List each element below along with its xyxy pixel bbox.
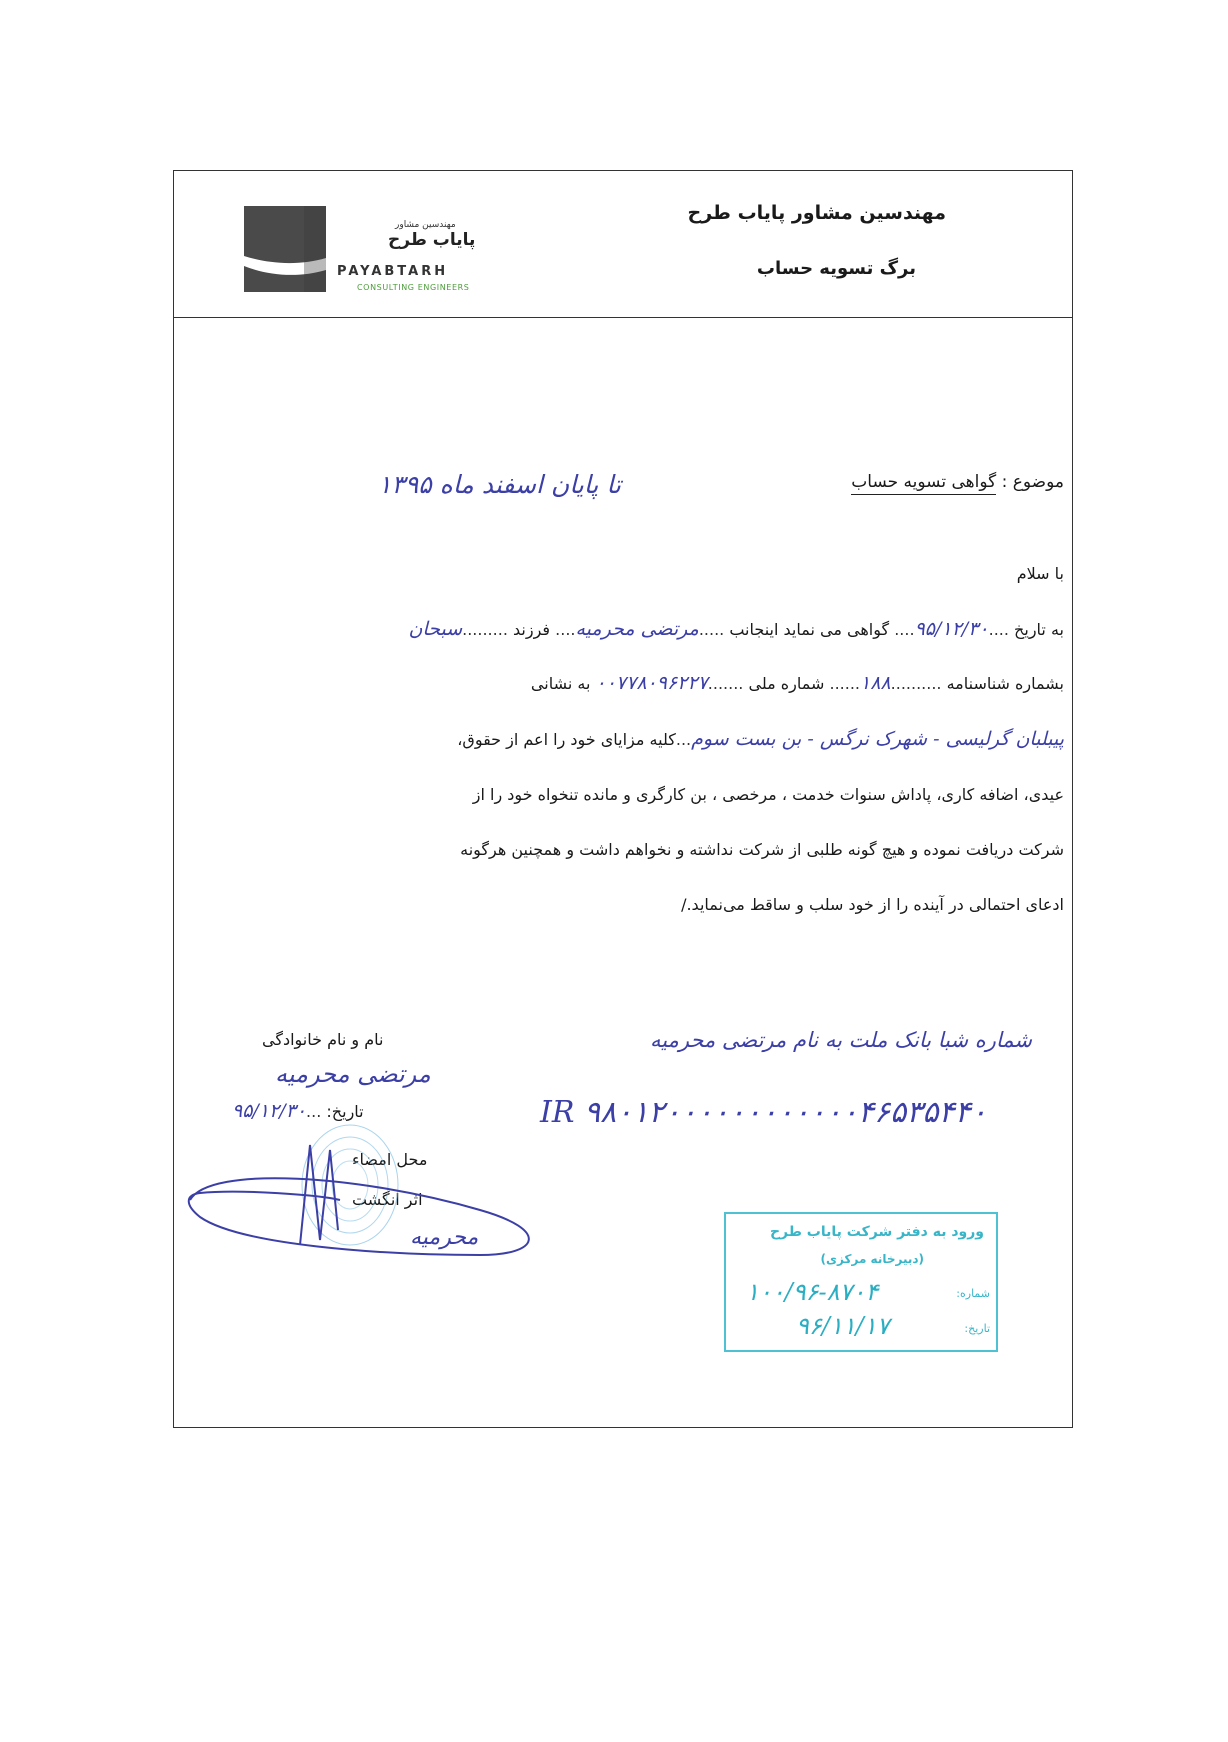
greeting: با سلام [1016, 564, 1064, 583]
logo-english-sub: CONSULTING ENGINEERS [357, 283, 470, 292]
signature-date-line: تاریخ: ...۹۵/۱۲/۳۰ [232, 1100, 364, 1122]
body-line-5: شرکت دریافت نموده و هیچ گونه طلبی از شرکت نداشته و نخواهم داشت و همچنین هرگونه [460, 840, 1064, 859]
address-handwritten: پیبلبان گرلیسی - شهرک نرگس - بن بست سوم [691, 728, 1064, 750]
signature-and-fingerprint-icon [180, 1105, 580, 1305]
employee-name: مرتضی محرمیه [575, 618, 699, 640]
line1-prefix: به تاریخ [1008, 620, 1064, 639]
fingerprint-label: اثر انگشت [352, 1190, 423, 1209]
signer-name-handwritten: مرتضی محرمیه [275, 1060, 431, 1088]
line1-child: فرزند [507, 620, 556, 639]
logo-english-name: PAYABTARH [337, 264, 449, 279]
name-label: نام و نام خانوادگی [262, 1030, 384, 1049]
settlement-date: ۹۵/۱۲/۳۰ [914, 618, 989, 640]
line2-suffix: به نشانی [530, 674, 596, 693]
birth-certificate-number: ۱۸۸ [860, 672, 891, 694]
subject-handwritten: تا پایان اسفند ماه ۱۳۹۵ [378, 470, 621, 499]
line1-mid: گواهی می نماید اینجانب [724, 620, 895, 639]
subject-line [851, 472, 1064, 492]
father-name: سبحان [408, 618, 463, 640]
body-line-4: عیدی، اضافه کاری، پاداش سنوات خدمت ، مرخصی ، بن کارگری و مانده تنخواه خود را از [472, 785, 1064, 804]
company-name: مهندسین مشاور پایاب طرح [687, 202, 946, 224]
line2-mid: شماره ملی [743, 674, 830, 693]
body-line-3: پیبلبان گرلیسی - شهرک نرگس - بن بست سوم...کلیه مزایای خود را اعم از حقوق، [457, 728, 1064, 750]
national-id: ۰۰۷۷۸۰۹۶۲۲۷ [595, 672, 708, 694]
registration-stamp [724, 1212, 998, 1352]
subject-title: گواهی تسویه حساب [851, 472, 996, 495]
form-title: برگ تسویه حساب [756, 258, 916, 279]
sign-handwritten: محرمیه [410, 1225, 479, 1250]
signature-place-label: محل امضاء [352, 1150, 428, 1169]
stamp-line-2: (دبیرخانه مرکزی) [820, 1252, 924, 1266]
line3-suffix: کلیه مزایای خود را اعم از حقوق، [457, 730, 676, 749]
stamp-line-1: ورود به دفتر شرکت پایاب طرح [769, 1224, 984, 1240]
logo-persian-name: پایاب طرح [388, 230, 476, 250]
company-logo-icon [244, 206, 326, 292]
header-divider [173, 317, 1073, 318]
stamp-number-label: شماره: [956, 1287, 990, 1300]
subject-label: موضوع : [996, 472, 1064, 492]
logo-persian-small: مهندسین مشاور [395, 220, 456, 230]
stamp-number: ۱۰۰/۹۶-۸۷۰۴ [746, 1278, 879, 1306]
bank-note-handwritten: شماره شبا بانک ملت به نام مرتضی محرمیه [650, 1028, 1033, 1052]
stamp-date: ۹۶/۱۱/۱۷ [796, 1312, 890, 1340]
stamp-date-label: تاریخ: [964, 1322, 990, 1335]
signature-date-label: تاریخ: [321, 1102, 364, 1121]
line2-prefix: بشماره شناسنامه [941, 674, 1064, 693]
signature-date: ۹۵/۱۲/۳۰ [232, 1100, 307, 1122]
body-line-2: بشماره شناسنامه ..........۱۸۸...... شماره ملی .......۰۰۷۷۸۰۹۶۲۲۷ به نشانی [530, 672, 1064, 694]
body-line-6: ادعای احتمالی در آینده را از خود سلب و ساقط می‌نماید./ [681, 895, 1064, 914]
body-line-1: به تاریخ ....۹۵/۱۲/۳۰.... گواهی می نماید اینجانب .....مرتضی محرمیه.... فرزند .........سبحان [408, 618, 1064, 640]
iban-handwritten: IR ۹۸۰۱۲۰۰۰۰۰۰۰۰۰۰۰۰۴۶۵۳۵۴۴۰ [540, 1095, 987, 1130]
